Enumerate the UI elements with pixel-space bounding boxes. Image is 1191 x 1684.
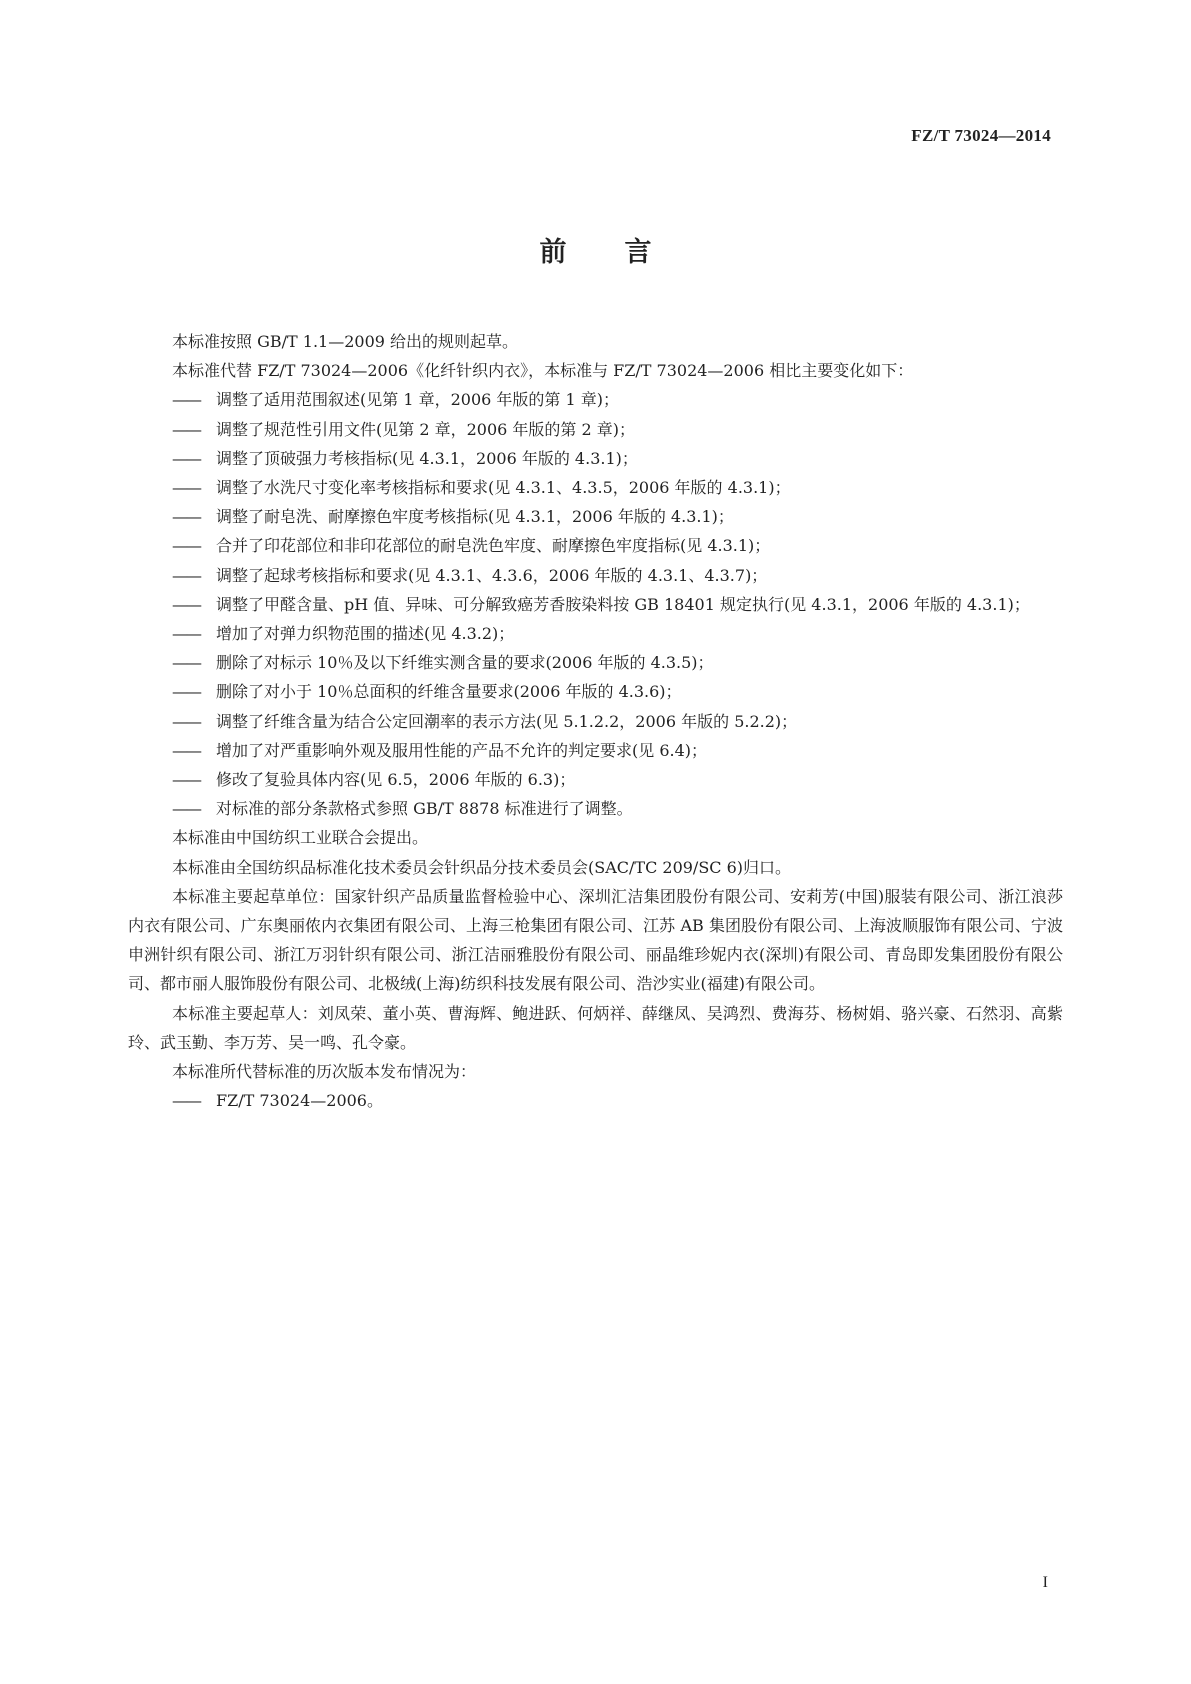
list-item: —— 调整了水洗尺寸变化率考核指标和要求(见 4.3.1、4.3.5，2006 年版的 4.3.1)； bbox=[216, 473, 1063, 502]
list-item: —— 合并了印花部位和非印花部位的耐皂洗色牢度、耐摩擦色牢度指标(见 4.3.1)； bbox=[216, 531, 1063, 560]
list-item: —— 调整了耐皂洗、耐摩擦色牢度考核指标(见 4.3.1，2006 年版的 4.3.1)； bbox=[216, 502, 1063, 531]
dash-mark: —— bbox=[172, 536, 200, 556]
list-item: —— 修改了复验具体内容(见 6.5，2006 年版的 6.3)； bbox=[216, 765, 1063, 794]
foreword-body bbox=[128, 327, 1063, 1115]
changes-list bbox=[128, 385, 1063, 823]
dash-mark: —— bbox=[172, 770, 200, 790]
dash-mark: —— bbox=[172, 594, 200, 614]
list-item: —— 删除了对标示 10％及以下纤维实测含量的要求(2006 年版的 4.3.5)； bbox=[216, 648, 1063, 677]
paragraph-drafting-rules: 本标准按照 GB/T 1.1—2009 给出的规则起草。 bbox=[172, 332, 519, 351]
paragraph-drafting-units: 本标准主要起草单位：国家针织产品质量监督检验中心、深圳汇洁集团股份有限公司、安莉芳(中国)服装有限公司、浙江浪莎内衣有限公司、广东奥丽侬内衣集团有限公司、上海三枪集团有限公司、江苏 AB 集团股份有限公司、上海波顺服饰有限公司、宁波申洲针织有限公司、浙江万羽针织有限公司、浙江洁丽雅股份有限公司、丽晶维珍妮内衣(深圳)有限公司、青岛即发集团股份有限公司、都市丽人服饰股份有限公司、北极绒(上海)纺织科技发展有限公司、浩沙实业(福建)有限公司。 bbox=[128, 886, 1063, 994]
dash-mark: —— bbox=[172, 653, 200, 673]
list-item: —— 调整了顶破强力考核指标(见 4.3.1，2006 年版的 4.3.1)； bbox=[216, 444, 1063, 473]
dash-mark: —— bbox=[172, 799, 200, 819]
paragraph-drafters: 本标准主要起草人：刘凤荣、董小英、曹海辉、鲍进跃、何炳祥、薛继凤、吴鸿烈、费海芬、杨树娟、骆兴豪、石然羽、高紫玲、武玉勤、李万芳、吴一鸣、孔令豪。 bbox=[128, 1003, 1063, 1052]
dash-mark: —— bbox=[172, 507, 200, 527]
list-item: —— 调整了起球考核指标和要求(见 4.3.1、4.3.6，2006 年版的 4.3.1、4.3.7)； bbox=[216, 561, 1063, 590]
list-item: —— 增加了对弹力织物范围的描述(见 4.3.2)； bbox=[216, 619, 1063, 648]
list-item: —— 删除了对小于 10％总面积的纤维含量要求(2006 年版的 4.3.6)； bbox=[216, 677, 1063, 706]
dash-mark: —— bbox=[172, 682, 200, 702]
list-item: —— 对标准的部分条款格式参照 GB/T 8878 标准进行了调整。 bbox=[216, 794, 1063, 823]
history-list bbox=[128, 1086, 1063, 1115]
paragraph-replacement: 本标准代替 FZ/T 73024—2006《化纤针织内衣》，本标准与 FZ/T 73024—2006 相比主要变化如下： bbox=[172, 361, 914, 381]
dash-mark: —— bbox=[172, 711, 200, 731]
list-item: —— 调整了适用范围叙述(见第 1 章，2006 年版的第 1 章)； bbox=[216, 385, 1063, 414]
list-item: —— FZ/T 73024—2006。 bbox=[216, 1086, 1063, 1115]
list-item: —— 调整了规范性引用文件(见第 2 章，2006 年版的第 2 章)； bbox=[216, 415, 1063, 444]
page-number: I bbox=[1042, 1574, 1048, 1591]
dash-mark: —— bbox=[172, 565, 200, 585]
dash-mark: —— bbox=[172, 1091, 200, 1111]
standard-code: FZ/T 73024—2014 bbox=[911, 126, 1051, 145]
list-item: —— 调整了甲醛含量、pH 值、异味、可分解致癌芳香胺染料按 GB 18401 规定执行(见 4.3.1，2006 年版的 4.3.1)； bbox=[216, 590, 1063, 619]
dash-mark: —— bbox=[172, 390, 200, 410]
list-item: —— 增加了对严重影响外观及服用性能的产品不允许的判定要求(见 6.4)； bbox=[216, 736, 1063, 765]
page-title: 前言 bbox=[539, 237, 710, 268]
paragraph-proposer: 本标准由中国纺织工业联合会提出。 bbox=[172, 828, 429, 848]
dash-mark: —— bbox=[172, 740, 200, 760]
list-item: —— 调整了纤维含量为结合公定回潮率的表示方法(见 5.1.2.2，2006 年版的 5.2.2)； bbox=[216, 707, 1063, 736]
dash-mark: —— bbox=[172, 419, 200, 439]
paragraph-history-intro: 本标准所代替标准的历次版本发布情况为： bbox=[172, 1062, 477, 1082]
dash-mark: —— bbox=[172, 478, 200, 498]
dash-mark: —— bbox=[172, 624, 200, 644]
dash-mark: —— bbox=[172, 448, 200, 468]
paragraph-committee: 本标准由全国纺织品标准化技术委员会针织品分技术委员会(SAC/TC 209/SC 6)归口。 bbox=[172, 857, 792, 877]
